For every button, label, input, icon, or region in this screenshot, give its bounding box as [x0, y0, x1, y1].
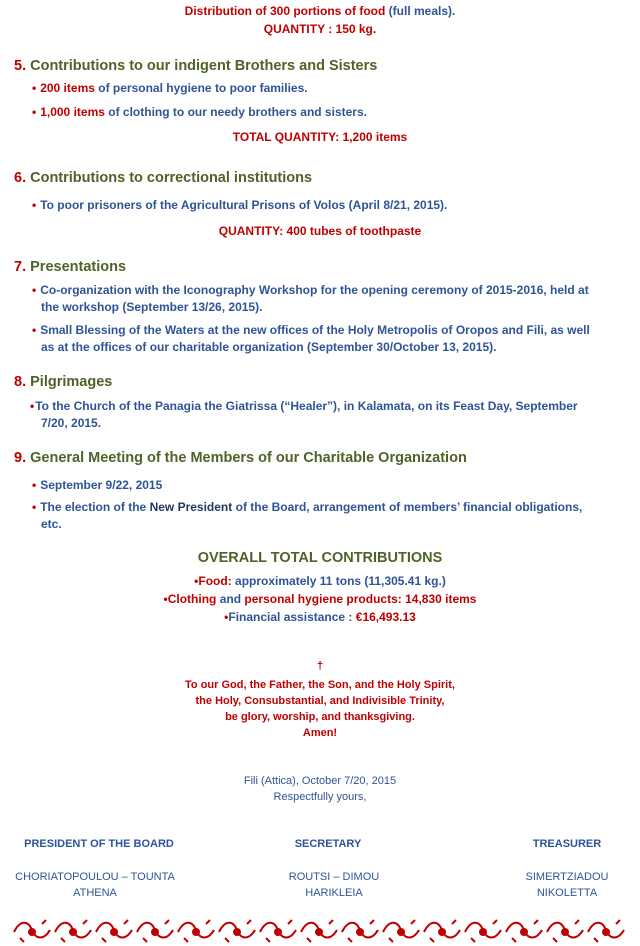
signatory-surname: ROUTSI – DIMOU — [288, 871, 380, 883]
signatory-surname: CHORIATOPOULOU – TOUNTA — [15, 871, 175, 883]
overall-food — [0, 574, 640, 588]
section-5-heading — [14, 58, 377, 74]
item-text-cont: the workshop (September 13/26, 2015). — [41, 300, 263, 314]
clothing-value: personal hygiene products: 14,830 items — [244, 592, 477, 606]
item-text: of clothing to our needy brothers and sisters. — [108, 105, 367, 119]
overall-clothing — [0, 592, 640, 606]
top-quantity: QUANTITY : 150 kg. — [263, 22, 377, 36]
section-5-number: 5. — [14, 58, 27, 74]
section-9-title: General Meeting of the Members of our Charitable Organization — [30, 450, 467, 466]
border-dot — [234, 929, 240, 935]
item-text: To poor prisoners of the Agricultural Prisons of Volos (April 8/21, 2015). — [40, 198, 448, 212]
border-dot — [357, 929, 363, 935]
item-highlight: 200 items — [40, 81, 95, 95]
section-6-heading — [14, 170, 312, 186]
section-6-number: 6. — [14, 170, 27, 186]
list-item — [32, 104, 367, 121]
item-text-cont: etc. — [41, 517, 62, 531]
top-line-1 — [0, 4, 640, 18]
item-highlight: 1,000 items — [40, 105, 105, 119]
bullet-icon: • — [32, 323, 37, 337]
cross-icon: † — [316, 660, 324, 672]
bullet-icon: • — [163, 592, 168, 606]
clothing-and: and — [219, 592, 242, 606]
food-value: approximately 11 tons (11,305.41 kg.) — [235, 574, 446, 588]
section-7-number: 7. — [14, 259, 27, 275]
item-text-cont: as at the offices of our charitable organization (September 30/October 13, 2015). — [41, 340, 497, 354]
list-item — [32, 80, 308, 97]
item-text: Small Blessing of the Waters at the new offices of the Holy Metropolis of Oropos and Fili, as well — [40, 323, 590, 337]
bullet-icon: • — [32, 105, 37, 119]
section-6-total: QUANTITY: 400 tubes of toothpaste — [218, 224, 422, 238]
section-5-total: TOTAL QUANTITY: 1,200 items — [232, 130, 408, 144]
signatory-surname: SIMERTZIADOU — [525, 871, 609, 883]
top-food-suffix: (full meals). — [388, 4, 456, 18]
doxology-line-1: To our God, the Father, the Son, and the Holy Spirit, — [185, 679, 455, 691]
list-item — [32, 322, 632, 356]
border-dot — [275, 929, 281, 935]
list-item — [32, 499, 632, 533]
border-dot — [152, 929, 158, 935]
section-7-heading — [14, 259, 126, 275]
item-emphasis: New President — [149, 500, 233, 514]
list-item — [32, 282, 632, 316]
list-item — [30, 398, 630, 432]
section-6-title: Contributions to correctional institutions — [30, 170, 313, 186]
item-text: To the Church of the Panagia the Giatrissa (“Healer”), in Kalamata, on its Feast Day, September — [35, 399, 578, 413]
signatory-role: SECRETARY — [294, 838, 362, 850]
overall-title: OVERALL TOTAL CONTRIBUTIONS — [197, 550, 443, 566]
item-text: of personal hygiene to poor families. — [98, 81, 308, 95]
section-7-title: Presentations — [30, 259, 127, 275]
signatory-firstname: NIKOLETTA — [536, 887, 598, 899]
doxology-line-3: be glory, worship, and thanksgiving. — [225, 711, 415, 723]
border-dot — [316, 929, 322, 935]
item-text: September 9/22, 2015 — [40, 478, 163, 492]
signatory-role: TREASURER — [532, 838, 602, 850]
item-text: of the Board, arrangement of members’ financial obligations, — [235, 500, 583, 514]
financial-label: Financial assistance : — [228, 610, 353, 624]
item-text-cont: 7/20, 2015. — [41, 416, 102, 430]
border-dot — [29, 929, 35, 935]
border-dot — [521, 929, 527, 935]
list-item — [32, 477, 162, 494]
signatory-name — [258, 869, 410, 901]
doxology-line-2: the Holy, Consubstantial, and Indivisible Trinity, — [195, 695, 445, 707]
bullet-icon: • — [32, 478, 37, 492]
signatory-role: PRESIDENT OF THE BOARD — [24, 838, 174, 850]
regards: Respectfully yours, — [273, 791, 367, 803]
clothing-label: Clothing — [167, 592, 217, 606]
signatory-name — [0, 869, 190, 901]
border-dot — [439, 929, 445, 935]
bullet-icon: • — [32, 500, 37, 514]
bullet-icon: • — [30, 399, 35, 413]
financial-value: €16,493.13 — [355, 610, 416, 624]
border-dot — [111, 929, 117, 935]
place-date: Fili (Attica), October 7/20, 2015 — [243, 775, 397, 787]
signatory-firstname: ATHENA — [73, 887, 117, 899]
border-dot — [193, 929, 199, 935]
section-5-title: Contributions to our indigent Brothers and Sisters — [30, 58, 378, 74]
border-dot — [70, 929, 76, 935]
item-text: The election of the — [40, 500, 147, 514]
doxology-line-4: Amen! — [302, 727, 338, 739]
overall-financial — [0, 610, 640, 624]
section-9-number: 9. — [14, 450, 27, 466]
section-8-heading — [14, 374, 112, 390]
section-9-heading — [14, 450, 467, 466]
bullet-icon: • — [32, 283, 37, 297]
section-8-number: 8. — [14, 374, 27, 390]
border-dot — [562, 929, 568, 935]
bullet-icon: • — [32, 198, 37, 212]
border-dot — [398, 929, 404, 935]
bullet-icon: • — [224, 610, 229, 624]
food-label: Food: — [198, 574, 232, 588]
border-dot — [480, 929, 486, 935]
signatory-name — [500, 869, 634, 901]
ornamental-border — [10, 918, 630, 946]
section-8-title: Pilgrimages — [30, 374, 113, 390]
top-food-text: Distribution of 300 portions of food — [184, 4, 386, 18]
bullet-icon: • — [194, 574, 199, 588]
signatory-firstname: HARIKLEIA — [305, 887, 363, 899]
border-dot — [603, 929, 609, 935]
list-item — [32, 197, 447, 214]
bullet-icon: • — [32, 81, 37, 95]
item-text: Co-organization with the Iconography Workshop for the opening ceremony of 2015-2016, held at — [40, 283, 589, 297]
